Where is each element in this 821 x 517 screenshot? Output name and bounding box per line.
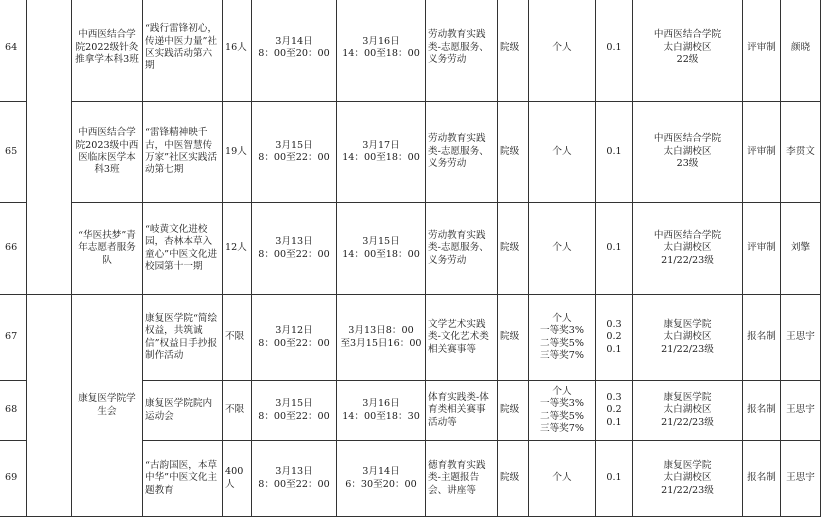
activity-time-cell (337, 441, 426, 517)
score-line: 0.1 (606, 41, 622, 53)
award-line: 二等奖5% (539, 337, 584, 349)
participant-count-cell: 不限 (223, 295, 252, 381)
signup-time-cell (252, 295, 337, 381)
method-cell: 报名制 (743, 441, 781, 517)
award-line: 个人 (552, 312, 572, 324)
category-cell: 劳动教育实践类-志愿服务、义务劳动 (426, 102, 498, 203)
participant-count-cell: 400人 (223, 441, 252, 517)
level-cell: 院级 (498, 295, 529, 381)
score-cell (596, 102, 633, 203)
category-cell: 劳动教育实践类-志愿服务、义务劳动 (426, 203, 498, 295)
signup-date: 3月15日 (275, 139, 313, 151)
activity-name-cell: 康复医学院“简绘权益，共筑诚信”权益日手抄报制作活动 (143, 295, 223, 381)
score-line: 0.1 (606, 343, 622, 355)
signup-date: 3月13日 (275, 466, 313, 478)
award-line: 个人 (552, 41, 572, 53)
score-cell (596, 295, 633, 381)
signup-hours: 8：00至22：00 (258, 337, 330, 349)
organizer-cell: “华医扶梦”青年志愿者服务队 (72, 203, 143, 295)
score-line: 0.1 (606, 416, 622, 428)
row-number: 67 (0, 295, 27, 381)
target-cell (633, 102, 743, 203)
award-line: 三等奖7% (539, 422, 584, 434)
level-cell: 院级 (498, 381, 529, 441)
row-number: 69 (0, 441, 27, 517)
signup-time-cell (252, 381, 337, 441)
activity-date: 3月17日 (362, 139, 400, 151)
target-college: 康复医学院 (663, 391, 712, 403)
score-line: 0.3 (606, 318, 622, 330)
merged-blank-cell (27, 295, 72, 517)
category-cell: 德育教育实践类-主题报告会、讲座等 (426, 441, 498, 517)
score-cell (596, 381, 633, 441)
activity-name-cell: “雷锋精神映千古，中医智慧传万家”社区实践活动第七期 (143, 102, 223, 203)
row-number: 66 (0, 203, 27, 295)
score-cell (596, 0, 633, 102)
target-grade: 21/22/23级 (661, 343, 714, 355)
score-line: 0.3 (606, 391, 622, 403)
score-cell (596, 441, 633, 517)
contact-cell: 李贯文 (781, 102, 821, 203)
activity-hours: 14：00至18：30 (342, 410, 420, 422)
activity-time-cell (337, 102, 426, 203)
target-cell (633, 381, 743, 441)
score-line: 0.1 (606, 242, 622, 254)
method-cell: 评审制 (743, 203, 781, 295)
participant-count-cell: 16人 (223, 0, 252, 102)
award-line: 个人 (552, 145, 572, 157)
signup-date: 3月14日 (275, 35, 313, 47)
target-grade: 21/22/23级 (661, 484, 714, 496)
activity-name-cell: “岐黄文化进校园，杏林本草入童心”中医文化进校园第十一期 (143, 203, 223, 295)
target-cell (633, 441, 743, 517)
activity-name-cell: “践行雷锋初心，传递中医力量”社区实践活动第六期 (143, 0, 223, 102)
method-cell: 评审制 (743, 0, 781, 102)
signup-time-cell (252, 0, 337, 102)
signup-date: 3月15日 (275, 398, 313, 410)
target-campus: 太白湖校区 (663, 404, 712, 416)
award-cell (529, 381, 596, 441)
row-number: 64 (0, 0, 27, 102)
participant-count-cell: 12人 (223, 203, 252, 295)
award-cell (529, 0, 596, 102)
activity-time-cell (337, 295, 426, 381)
row-number: 68 (0, 381, 27, 441)
signup-hours: 8：00至22：00 (258, 152, 330, 163)
organizer-cell: 中西医结合学院2023级中西医临床医学本科3班 (72, 102, 143, 203)
activity-date: 3月13日8：00 (348, 325, 414, 337)
signup-hours: 8：00至22：00 (258, 248, 330, 260)
contact-cell: 王思宇 (781, 441, 821, 517)
activity-hours: 6：30至20：00 (345, 478, 417, 490)
activity-hours: 14：00至18：00 (342, 248, 420, 260)
score-line: 0.2 (606, 404, 622, 416)
contact-cell: 颜晓 (781, 0, 821, 102)
method-cell: 评审制 (743, 102, 781, 203)
category-cell: 劳动教育实践类-志愿服务、义务劳动 (426, 0, 498, 102)
score-line: 0.1 (606, 145, 622, 157)
activity-date: 3月15日 (362, 236, 400, 248)
activity-date: 3月16日 (362, 35, 400, 47)
target-grade: 21/22/23级 (661, 416, 714, 428)
signup-time-cell (252, 441, 337, 517)
target-cell (633, 0, 743, 102)
target-campus: 太白湖校区 (663, 472, 712, 484)
organizer-cell: 康复医学院学生会 (72, 295, 143, 517)
table-row (0, 102, 821, 203)
target-grade: 22级 (676, 54, 699, 66)
score-line: 0.2 (606, 331, 622, 343)
signup-hours: 8：00至22：00 (258, 410, 330, 422)
activity-time-cell (337, 203, 426, 295)
target-college: 中西医结合学院 (653, 229, 722, 241)
target-college: 康复医学院 (663, 459, 712, 471)
row-number: 65 (0, 102, 27, 203)
activity-name-cell: 康复医学院院内运动会 (143, 381, 223, 441)
activity-date: 3月16日 (362, 398, 400, 410)
signup-date: 3月12日 (275, 325, 313, 337)
target-campus: 太白湖校区 (663, 145, 712, 157)
level-cell: 院级 (498, 102, 529, 203)
award-line: 一等奖3% (539, 325, 584, 337)
category-cell: 体育实践类-体育类相关赛事活动等 (426, 381, 498, 441)
table-row (0, 203, 821, 295)
level-cell: 院级 (498, 0, 529, 102)
target-college: 中西医结合学院 (653, 29, 722, 41)
award-cell (529, 102, 596, 203)
activity-date: 3月14日 (362, 466, 400, 478)
level-cell: 院级 (498, 441, 529, 517)
activity-time-cell (337, 0, 426, 102)
award-line: 个人 (552, 472, 572, 484)
award-line: 个人 (552, 385, 572, 397)
signup-hours: 8：00至20：00 (258, 48, 330, 59)
contact-cell: 王思宇 (781, 295, 821, 381)
contact-cell: 刘擎 (781, 203, 821, 295)
award-line: 一等奖3% (539, 398, 584, 410)
target-campus: 太白湖校区 (663, 41, 712, 53)
signup-hours: 8：00至22：00 (258, 478, 330, 490)
activity-hours: 14：00至18：00 (342, 48, 420, 59)
signup-time-cell (252, 203, 337, 295)
target-grade: 23级 (676, 158, 699, 170)
award-line: 个人 (552, 242, 572, 254)
level-cell: 院级 (498, 203, 529, 295)
activity-hours: 至3月15日16：00 (340, 337, 422, 349)
award-cell (529, 441, 596, 517)
method-cell: 报名制 (743, 295, 781, 381)
table-row (0, 0, 821, 102)
score-line: 0.1 (606, 472, 622, 484)
award-line: 三等奖7% (539, 349, 584, 361)
table-row (0, 295, 821, 381)
participant-count-cell: 不限 (223, 381, 252, 441)
category-cell: 文学艺术实践类-文化艺术类相关赛事等 (426, 295, 498, 381)
activity-name-cell: “古韵国医，本草中华”中医文化主题教育 (143, 441, 223, 517)
contact-cell: 王思宇 (781, 381, 821, 441)
participant-count-cell: 19人 (223, 102, 252, 203)
target-cell (633, 203, 743, 295)
target-college: 康复医学院 (663, 318, 712, 330)
target-campus: 太白湖校区 (663, 242, 712, 254)
activity-time-cell (337, 381, 426, 441)
target-cell (633, 295, 743, 381)
award-cell (529, 203, 596, 295)
merged-blank-cell (27, 0, 72, 295)
organizer-cell: 中西医结合学院2022级针灸推拿学本科3班 (72, 0, 143, 102)
target-college: 中西医结合学院 (653, 133, 722, 145)
signup-date: 3月13日 (275, 236, 313, 248)
award-line: 二等奖5% (539, 410, 584, 422)
target-grade: 21/22/23级 (661, 254, 714, 266)
method-cell: 报名制 (743, 381, 781, 441)
activity-hours: 14：00至18：00 (342, 152, 420, 163)
score-cell (596, 203, 633, 295)
award-cell (529, 295, 596, 381)
signup-time-cell (252, 102, 337, 203)
target-campus: 太白湖校区 (663, 331, 712, 343)
